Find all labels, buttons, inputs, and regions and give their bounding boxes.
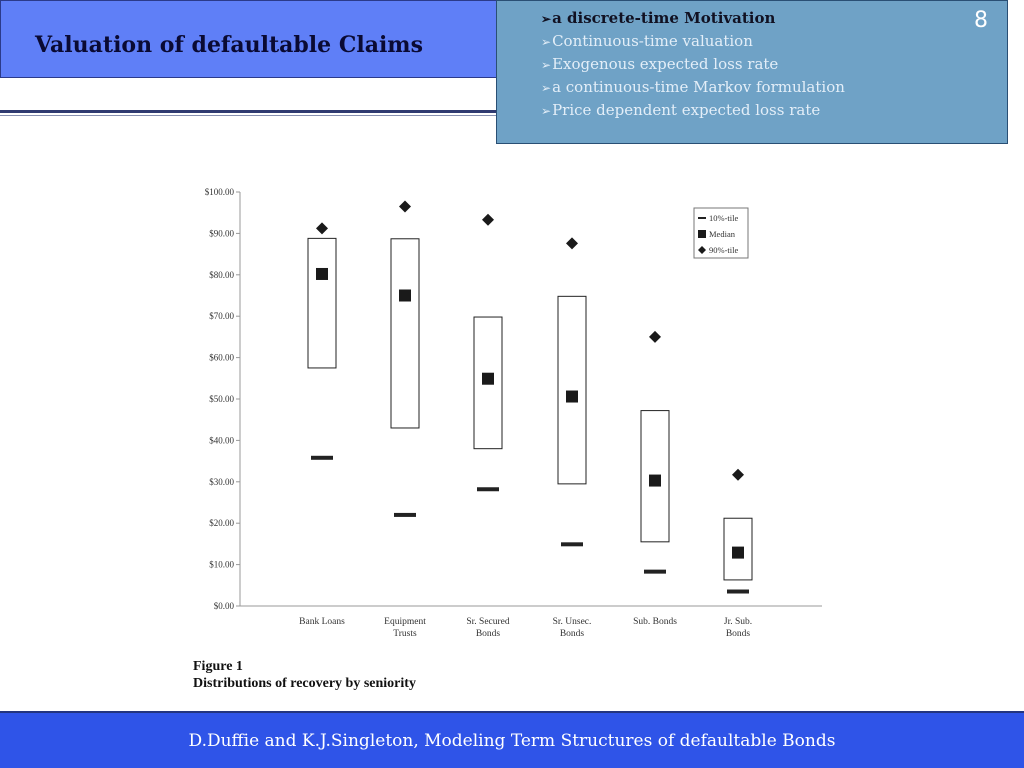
arrow-bullet-icon: ➢ <box>541 35 552 49</box>
legend-label: 10%-tile <box>709 213 739 223</box>
title-rule-thin <box>0 115 497 116</box>
slide-number: 8 <box>974 8 988 33</box>
median-marker <box>482 373 494 385</box>
percentile-90-marker <box>649 331 661 343</box>
x-category-label: Bonds <box>475 629 501 639</box>
median-marker <box>566 391 578 403</box>
arrow-bullet-icon: ➢ <box>541 58 552 72</box>
footer-citation: D.Duffie and K.J.Singleton, Modeling Term Structures of defaultable Bonds <box>188 731 836 751</box>
agenda-list <box>541 7 845 122</box>
y-tick-label: $100.00 <box>204 187 234 197</box>
y-tick-label: $50.00 <box>209 394 234 404</box>
agenda-item <box>541 53 845 76</box>
title-box <box>0 0 497 78</box>
agenda-item <box>541 7 845 30</box>
agenda-item <box>541 30 845 53</box>
x-category-label: Sub. Bonds <box>633 617 677 627</box>
agenda-item-label: a continuous-time Markov formulation <box>552 78 845 96</box>
y-tick-label: $10.00 <box>209 559 234 570</box>
legend-swatch-10pct <box>698 217 706 219</box>
y-tick-label: $30.00 <box>209 476 234 487</box>
median-marker <box>399 290 411 302</box>
range-box <box>558 296 586 484</box>
y-tick-label: $0.00 <box>213 601 234 611</box>
x-category-label: Trusts <box>393 629 417 639</box>
agenda-item-label: Exogenous expected loss rate <box>552 55 779 73</box>
title-rule <box>0 110 497 113</box>
arrow-bullet-icon: ➢ <box>541 104 552 118</box>
y-tick-label: $60.00 <box>209 352 234 363</box>
y-tick-label: $70.00 <box>209 311 234 322</box>
agenda-item-label: Price dependent expected loss rate <box>552 101 821 119</box>
x-category-label: Bonds <box>725 629 751 639</box>
x-category-label: Bank Loans <box>299 617 345 627</box>
legend-label: Median <box>709 229 735 239</box>
percentile-90-marker <box>399 200 411 212</box>
agenda-item <box>541 99 845 122</box>
recovery-boxplot-chart <box>180 180 840 650</box>
percentile-10-marker <box>477 487 499 491</box>
x-category-label: Bonds <box>559 629 585 639</box>
percentile-10-marker <box>394 513 416 517</box>
percentile-10-marker <box>561 542 583 546</box>
y-tick-label: $40.00 <box>209 435 234 446</box>
slide-title: Valuation of defaultable Claims <box>35 32 423 58</box>
y-tick-label: $80.00 <box>209 269 234 280</box>
agenda-box <box>496 0 1008 144</box>
range-box <box>308 238 336 368</box>
percentile-90-marker <box>482 214 494 226</box>
agenda-item-label: Continuous-time valuation <box>552 32 753 50</box>
figure-label: Figure 1 <box>193 659 243 674</box>
percentile-10-marker <box>727 590 749 594</box>
percentile-10-marker <box>311 456 333 460</box>
x-category-label: Sr. Unsec. <box>552 617 592 627</box>
median-marker <box>649 475 661 487</box>
footer-bar <box>0 711 1024 768</box>
median-marker <box>316 268 328 280</box>
range-box <box>391 239 419 428</box>
median-marker <box>732 547 744 559</box>
percentile-90-marker <box>566 237 578 249</box>
y-tick-label: $90.00 <box>209 228 234 239</box>
x-category-label: Equipment <box>384 617 426 627</box>
legend-swatch-median <box>698 230 706 238</box>
figure-caption: Distributions of recovery by seniority <box>193 676 416 691</box>
percentile-90-marker <box>732 469 744 481</box>
percentile-10-marker <box>644 570 666 574</box>
agenda-item-label: a discrete-time Motivation <box>552 9 776 27</box>
agenda-item <box>541 76 845 99</box>
percentile-90-marker <box>316 222 328 234</box>
arrow-bullet-icon: ➢ <box>541 81 552 95</box>
x-category-label: Jr. Sub. <box>723 617 753 627</box>
legend-label: 90%-tile <box>709 245 739 255</box>
y-tick-label: $20.00 <box>209 518 234 529</box>
x-category-label: Sr. Secured <box>466 617 510 627</box>
arrow-bullet-icon: ➢ <box>541 12 552 26</box>
